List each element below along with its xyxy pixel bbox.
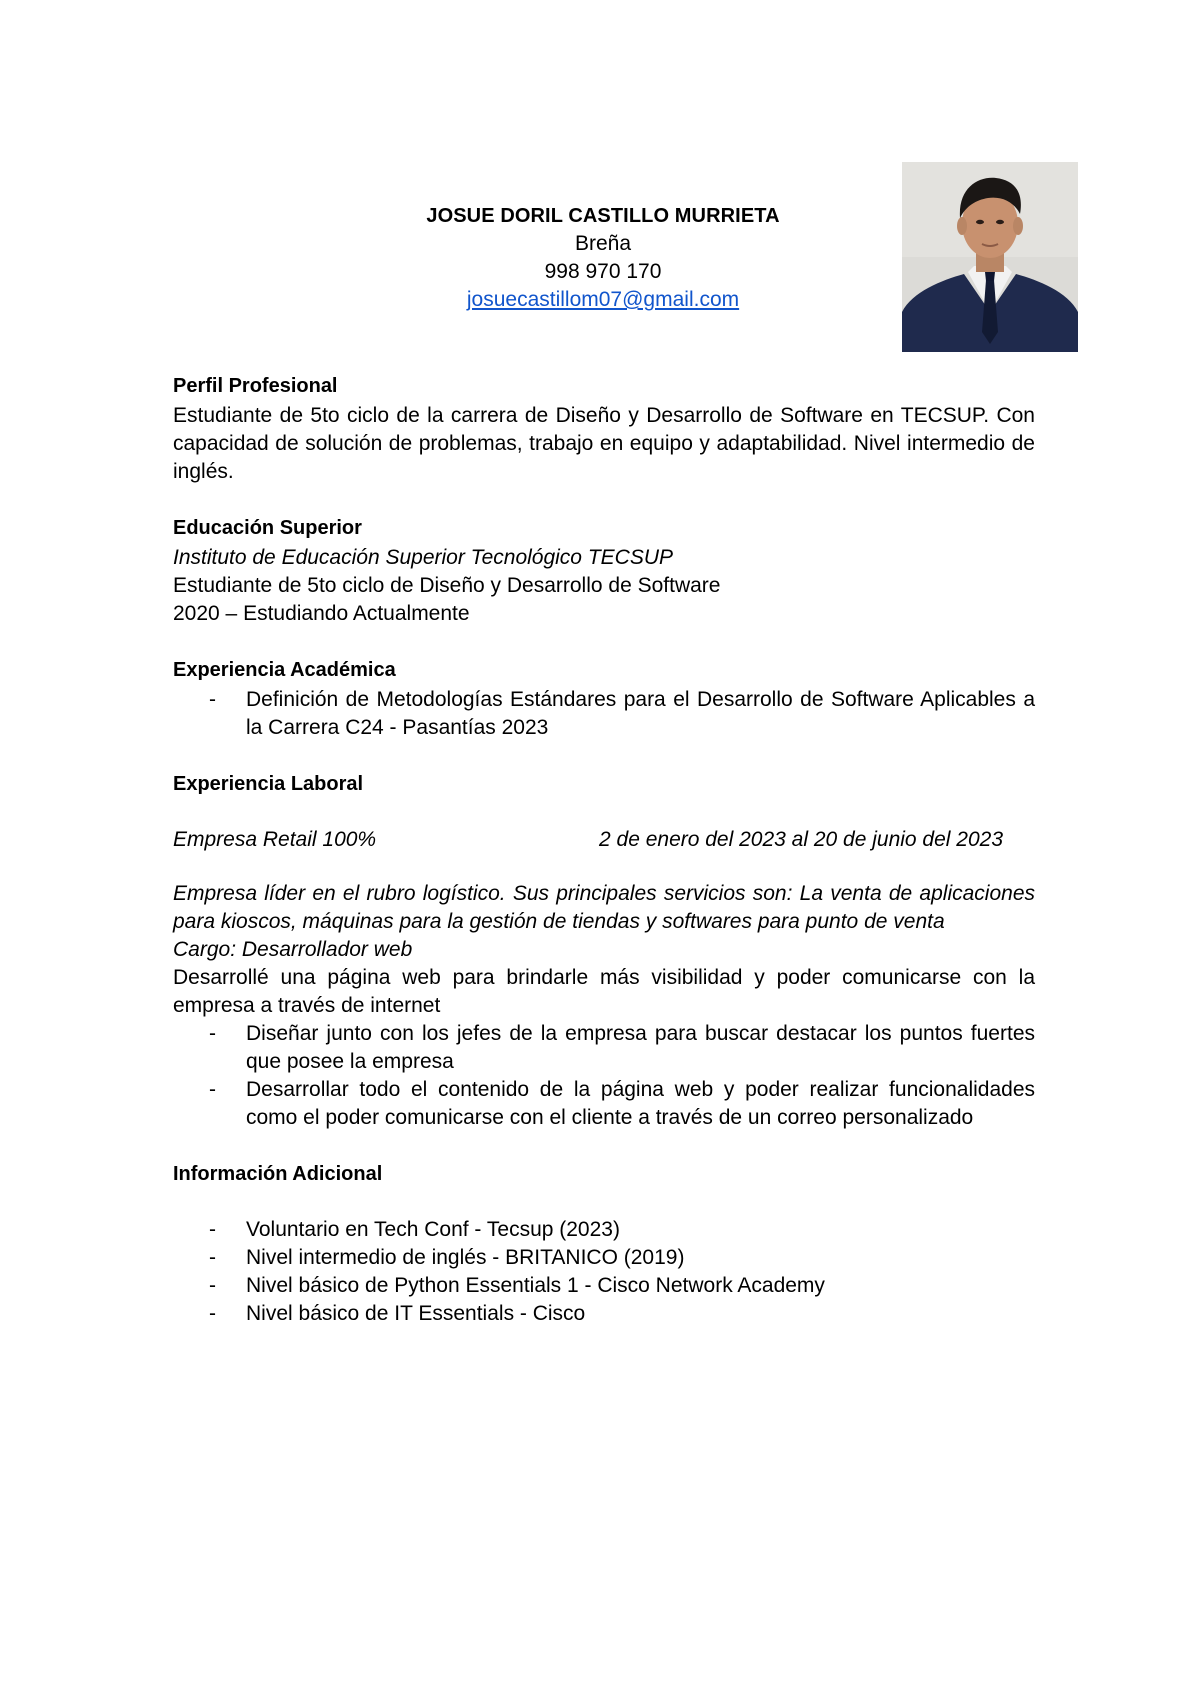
- additional-item-text: Voluntario en Tech Conf - Tecsup (2023): [246, 1218, 620, 1241]
- academic-list: [173, 686, 1035, 742]
- resume-body: [173, 372, 1035, 1328]
- job-company: Empresa Retail 100%: [173, 828, 377, 851]
- additional-section: [173, 1160, 1035, 1328]
- academic-section: [173, 656, 1035, 742]
- list-dash: -: [209, 1078, 216, 1101]
- job-role: Cargo: Desarrollador web: [173, 938, 413, 961]
- education-heading: Educación Superior: [173, 517, 362, 539]
- job-task-text: Desarrollar todo el contenido de la página web y poder realizar funcionalidades como el poder comunicarse con el cliente a través de un correo personalizado: [246, 1078, 1035, 1129]
- additional-item-text: Nivel intermedio de inglés - BRITANICO (2019): [246, 1246, 685, 1269]
- job-task-text: Diseñar junto con los jefes de la empresa para buscar destacar los puntos fuertes que posee la empresa: [246, 1022, 1035, 1073]
- job-dates: 2 de enero del 2023 al 20 de junio del 2023: [599, 828, 1004, 851]
- list-item: [173, 1244, 1035, 1272]
- profile-heading: Perfil Profesional: [173, 375, 338, 397]
- additional-list: [173, 1216, 1035, 1328]
- list-item: [173, 1300, 1035, 1328]
- list-item: [173, 1076, 1035, 1132]
- list-dash: -: [209, 1302, 216, 1325]
- additional-heading: Información Adicional: [173, 1163, 383, 1185]
- list-dash: -: [209, 1246, 216, 1269]
- job-header-row: [173, 826, 1035, 854]
- list-item: [173, 1020, 1035, 1076]
- list-dash: -: [209, 1022, 216, 1045]
- education-period: 2020 – Estudiando Actualmente: [173, 602, 470, 625]
- candidate-name: JOSUE DORIL CASTILLO MURRIETA: [426, 205, 780, 227]
- job-description: Empresa líder en el rubro logístico. Sus principales servicios son: La venta de aplicaciones para kioscos, máquinas para la gestión de tiendas y softwares para punto de venta: [173, 882, 1035, 933]
- candidate-email-link[interactable]: josuecastillom07@gmail.com: [466, 288, 740, 311]
- academic-item-text: Definición de Metodologías Estándares para el Desarrollo de Software Aplicables a la Carrera C24 - Pasantías 2023: [246, 688, 1035, 739]
- education-institution: Instituto de Educación Superior Tecnológico TECSUP: [173, 546, 674, 569]
- profile-photo: [902, 162, 1078, 352]
- job-task-list: [173, 1020, 1035, 1132]
- education-program: Estudiante de 5to ciclo de Diseño y Desarrollo de Software: [173, 574, 721, 597]
- profile-text: Estudiante de 5to ciclo de la carrera de Diseño y Desarrollo de Software en TECSUP. Con capacidad de solución de problemas, trabajo en equipo y adaptabilidad. Nivel intermedio de inglés.: [173, 404, 1035, 483]
- profile-section: [173, 372, 1035, 486]
- work-section: [173, 770, 1035, 1132]
- list-item: [173, 686, 1035, 742]
- work-heading: Experiencia Laboral: [173, 773, 364, 795]
- candidate-location: Breña: [574, 232, 632, 255]
- job-summary: Desarrollé una página web para brindarle más visibilidad y poder comunicarse con la empresa a través de internet: [173, 966, 1035, 1017]
- list-dash: -: [209, 688, 216, 711]
- candidate-phone: 998 970 170: [544, 260, 662, 283]
- additional-item-text: Nivel básico de Python Essentials 1 - Cisco Network Academy: [246, 1274, 825, 1297]
- additional-item-text: Nivel básico de IT Essentials - Cisco: [246, 1302, 586, 1325]
- academic-heading: Experiencia Académica: [173, 659, 396, 681]
- education-section: [173, 514, 1035, 628]
- list-dash: -: [209, 1274, 216, 1297]
- list-item: [173, 1216, 1035, 1244]
- list-dash: -: [209, 1218, 216, 1241]
- list-item: [173, 1272, 1035, 1300]
